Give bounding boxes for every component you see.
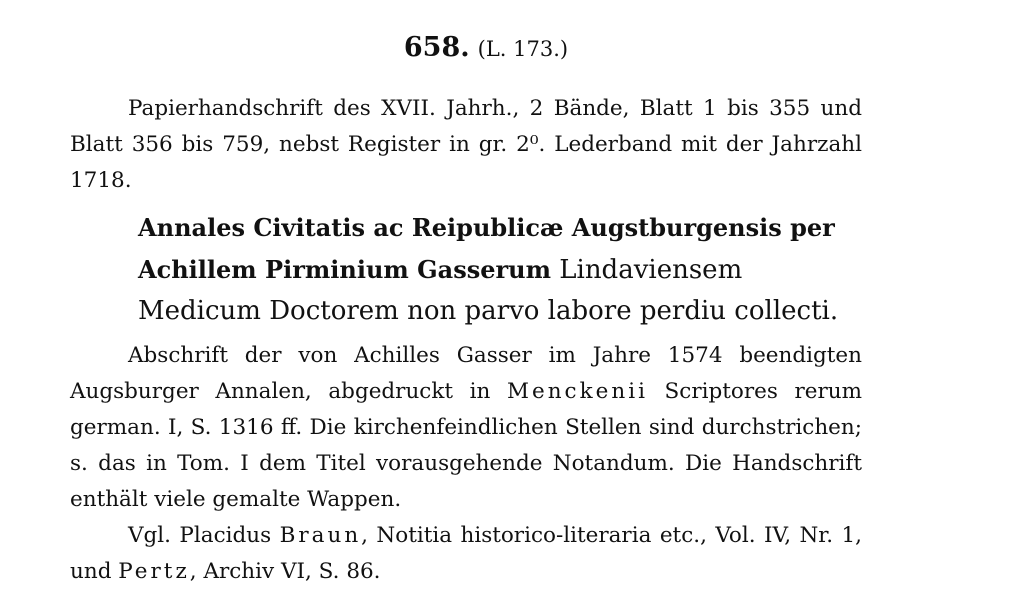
note-text-1: Abschrift der von Achilles Gasser im Jahre 1574 beendigten Augsburger Annalen, abgedruckt in — [70, 343, 862, 404]
reference-text-3: , Archiv VI, S. 86. — [189, 559, 381, 584]
reference-spaced-name-2: Pertz — [118, 559, 190, 584]
note-spaced-name: Menckenii — [506, 379, 648, 404]
reference-spaced-name-1: Braun — [279, 523, 362, 548]
manuscript-description: Papierhandschrift des XVII. Jahrh., 2 Bände, Blatt 1 bis 355 und Blatt 356 bis 759, nebst Register in gr. 2⁰. Lederband mit der Jahrzahl 1718. — [70, 96, 862, 193]
reference-text-1: Vgl. Placidus — [128, 523, 280, 548]
entry-heading — [110, 28, 862, 69]
reference-paragraph — [70, 518, 862, 590]
title-bold-part: Annales Civitatis ac Reipublicæ Augstburgensis per Achillem Pirminium Gasserum — [138, 213, 835, 284]
title-regular-part: Lindaviensem Medicum Doctorem non parvo labore perdiu collecti. — [138, 255, 839, 326]
manuscript-title — [138, 207, 862, 332]
entry-signature: (L. 173.) — [477, 37, 569, 61]
reference-text-2: , Notitia historico-literaria etc., Vol. IV, Nr. 1, und — [70, 523, 862, 584]
catalog-entry — [70, 28, 862, 590]
note-paragraph — [70, 338, 862, 518]
entry-number: 658. — [403, 32, 470, 63]
note-text-2: Scriptores rerum german. I, S. 1316 ff. Die kirchenfeindlichen Stellen sind durchstrichen; s. das in Tom. I dem Titel vorausgehende Notandum. Die Handschrift enthält viele gemalte Wappen. — [70, 379, 862, 512]
